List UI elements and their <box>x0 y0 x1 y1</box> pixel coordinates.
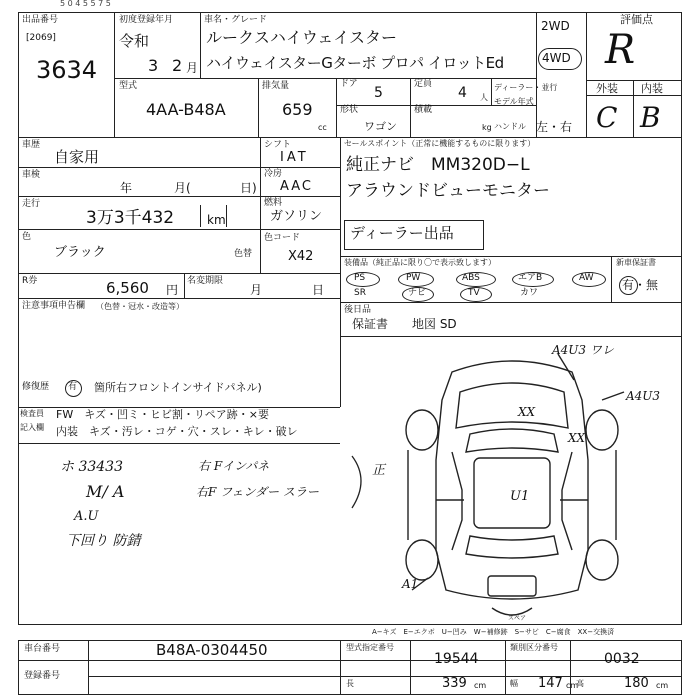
length-unit: cm <box>474 681 487 690</box>
cat-no-label: 類別区分番号 <box>510 643 558 652</box>
car-name-label: 車名・グレード <box>204 15 268 25</box>
new-warranty-value: 有・無 <box>622 278 659 292</box>
notes-label: 注意事項申告欄 <box>22 301 86 311</box>
equip-aw: AW <box>579 273 594 283</box>
height-value: 180 <box>624 676 649 691</box>
sales-line1: 純正ナビ MM320D−L <box>346 155 530 175</box>
reg-month: 2 <box>172 56 183 75</box>
lot-label: 出品番号 <box>22 15 59 25</box>
kg-unit: kg <box>482 123 492 132</box>
new-warranty-label: 新車保証書 <box>616 258 656 267</box>
lot-sub: [2069] <box>26 33 56 43</box>
hand-note-2: M/ A <box>86 482 125 501</box>
diag-note-xx-1: XX <box>518 405 536 419</box>
ac-value: AAC <box>280 179 313 194</box>
grade: ハイウェイスターGターボ プロパ イロットEd <box>206 54 504 72</box>
diag-note-u1: U1 <box>510 489 530 504</box>
bracket-mark <box>340 452 380 512</box>
fuel-value: ガソリン <box>270 209 323 224</box>
equip-ps: PS <box>354 273 366 283</box>
capacity-label: 定員 <box>414 79 433 89</box>
color-label: 色 <box>22 232 32 242</box>
hand-note-4: 下回り 防錆 <box>66 533 141 549</box>
cc-unit: cc <box>318 123 327 132</box>
car-name: ルークスハイウェイスター <box>206 28 398 47</box>
handle-value: 左・右 <box>536 120 573 134</box>
diag-note-a4u3-2: A4U3 <box>626 389 661 403</box>
type-no-value: 19544 <box>434 651 479 667</box>
drive-2wd: 2WD <box>541 19 570 33</box>
drive-4wd: 4WD <box>542 51 571 65</box>
history-label: 車歴 <box>22 140 41 150</box>
first-reg-label: 初度登録年月 <box>119 15 174 25</box>
color-change-label: 色替 <box>234 249 253 259</box>
chassis-label: 車台番号 <box>24 644 61 654</box>
sales-label: セールスポイント（正常に機能するものに限ります） <box>344 139 536 148</box>
nc-day: 日 <box>312 283 325 297</box>
hand-note-3: A.U <box>74 509 99 524</box>
height-label: 高 <box>576 679 584 688</box>
equip-pw: PW <box>406 273 421 283</box>
inspector-row1: FW キズ・凹ミ・ヒビ割・リペア跡・×要 <box>56 408 269 421</box>
capacity-value: 4 <box>458 85 467 101</box>
doors-label: ドア <box>340 79 358 89</box>
equip-sr: SR <box>354 288 366 298</box>
repair-label: 修復歴 <box>22 382 50 392</box>
cat-no-value: 0032 <box>604 651 640 667</box>
dealer-box-text: ディーラー出品 <box>350 224 454 242</box>
inspection-month: 月( <box>174 181 191 195</box>
top-cut-text: 5 0 4 5 5 7 5 <box>60 0 111 8</box>
exterior-grade: C <box>596 101 618 134</box>
interior-grade: B <box>640 101 661 134</box>
repair-detail: 箇所右フロントインサイドパネル) <box>94 381 262 394</box>
mileage-value: 3万3千432 <box>86 208 175 228</box>
spare-label: スペア <box>508 615 527 622</box>
model-year-label: モデル年式 <box>494 97 534 106</box>
recycle-label: R券 <box>22 276 38 286</box>
width-value: 147 <box>538 676 563 691</box>
name-change-label: 名変期限 <box>187 276 224 286</box>
chassis-value: B48A-0304450 <box>156 641 268 659</box>
diagram-legend: A−キズ E−エクボ U−凹み W−補修跡 S−サビ C−腐食 XX−交換済 <box>372 628 615 636</box>
car-diagram <box>392 340 632 630</box>
dealer-label: ディーラー・並行 <box>494 83 558 92</box>
mileage-label: 走行 <box>22 199 41 209</box>
color-code-value: X42 <box>288 249 314 264</box>
nc-month: 月 <box>250 283 263 297</box>
model-value: 4AA-B48A <box>146 100 226 119</box>
recycle-value: 6,560 <box>106 279 149 297</box>
length-value: 339 <box>442 676 467 691</box>
hand-note-7: 正 <box>372 463 386 478</box>
fuel-label: 燃料 <box>264 198 283 208</box>
repair-value: 有 <box>68 382 78 392</box>
inspector-row2: 内装 キズ・汚レ・コゲ・穴・スレ・キレ・破レ <box>56 425 298 438</box>
color-value: ブラック <box>54 245 106 260</box>
inspector-label1: 検査員 <box>20 409 44 418</box>
history-value: 自家用 <box>54 148 100 166</box>
inspection-label: 車検 <box>22 170 41 180</box>
type-no-label: 型式指定番号 <box>346 643 394 652</box>
eval-label: 評価点 <box>620 13 653 26</box>
diag-note-a1: A1 <box>402 577 419 591</box>
hand-note-1: ホ 33433 <box>60 459 123 475</box>
equip-navi: ナビ <box>408 288 427 298</box>
load-label: 積載 <box>414 105 433 115</box>
diag-note-xx-2: XX <box>568 431 586 445</box>
later-label: 後日品 <box>344 305 372 315</box>
inspector-label2: 記入欄 <box>20 423 44 432</box>
equip-tv: TV <box>468 288 480 298</box>
person-unit: 人 <box>480 93 488 102</box>
km-unit: km <box>207 213 226 227</box>
reg-number-label: 登録番号 <box>24 671 61 681</box>
displacement-label: 排気量 <box>262 81 290 91</box>
diag-note-a4u3-1: A4U3 ワレ <box>552 343 614 357</box>
month-unit: 月 <box>186 61 199 75</box>
eval-score: R <box>605 27 636 73</box>
lot-number: 3634 <box>36 56 98 84</box>
shift-label: シフト <box>264 140 292 150</box>
hand-note-5: 右 Fインパネ <box>198 459 270 473</box>
exterior-label: 外装 <box>596 82 618 95</box>
inspection-day: 日) <box>240 181 257 195</box>
later-items: 保証書 地図 SD <box>352 317 457 331</box>
handle-label: ハンドル <box>494 122 526 131</box>
height-unit: cm <box>656 681 669 690</box>
interior-label: 内装 <box>641 82 663 95</box>
hand-note-6: 右F フェンダー スラー <box>196 485 319 499</box>
width-unit: cm <box>566 681 579 690</box>
era: 令和 <box>119 32 150 50</box>
doors-value: 5 <box>374 85 383 101</box>
color-code-label: 色コード <box>264 233 301 243</box>
sales-line2: アラウンドビューモニター <box>346 181 550 201</box>
length-label: 長 <box>346 679 354 688</box>
equipment-label: 装備品（純正品に限り〇で表示致します） <box>344 258 496 267</box>
shift-value: IAT <box>280 150 309 165</box>
ac-label: 冷房 <box>264 169 283 179</box>
shape-label: 形状 <box>340 105 359 115</box>
equip-leather: カワ <box>520 288 539 298</box>
displacement-value: 659 <box>282 100 313 119</box>
notes-sub: （色替・冠水・改造等） <box>96 302 184 311</box>
inspection-year: 年 <box>120 181 133 195</box>
shape-value: ワゴン <box>364 120 397 133</box>
equip-airbag: エアB <box>518 273 543 283</box>
yen-unit: 円 <box>166 283 179 297</box>
width-label: 幅 <box>510 679 518 688</box>
reg-year: 3 <box>148 56 159 75</box>
equip-abs: ABS <box>462 273 480 283</box>
model-label: 型式 <box>119 81 138 91</box>
